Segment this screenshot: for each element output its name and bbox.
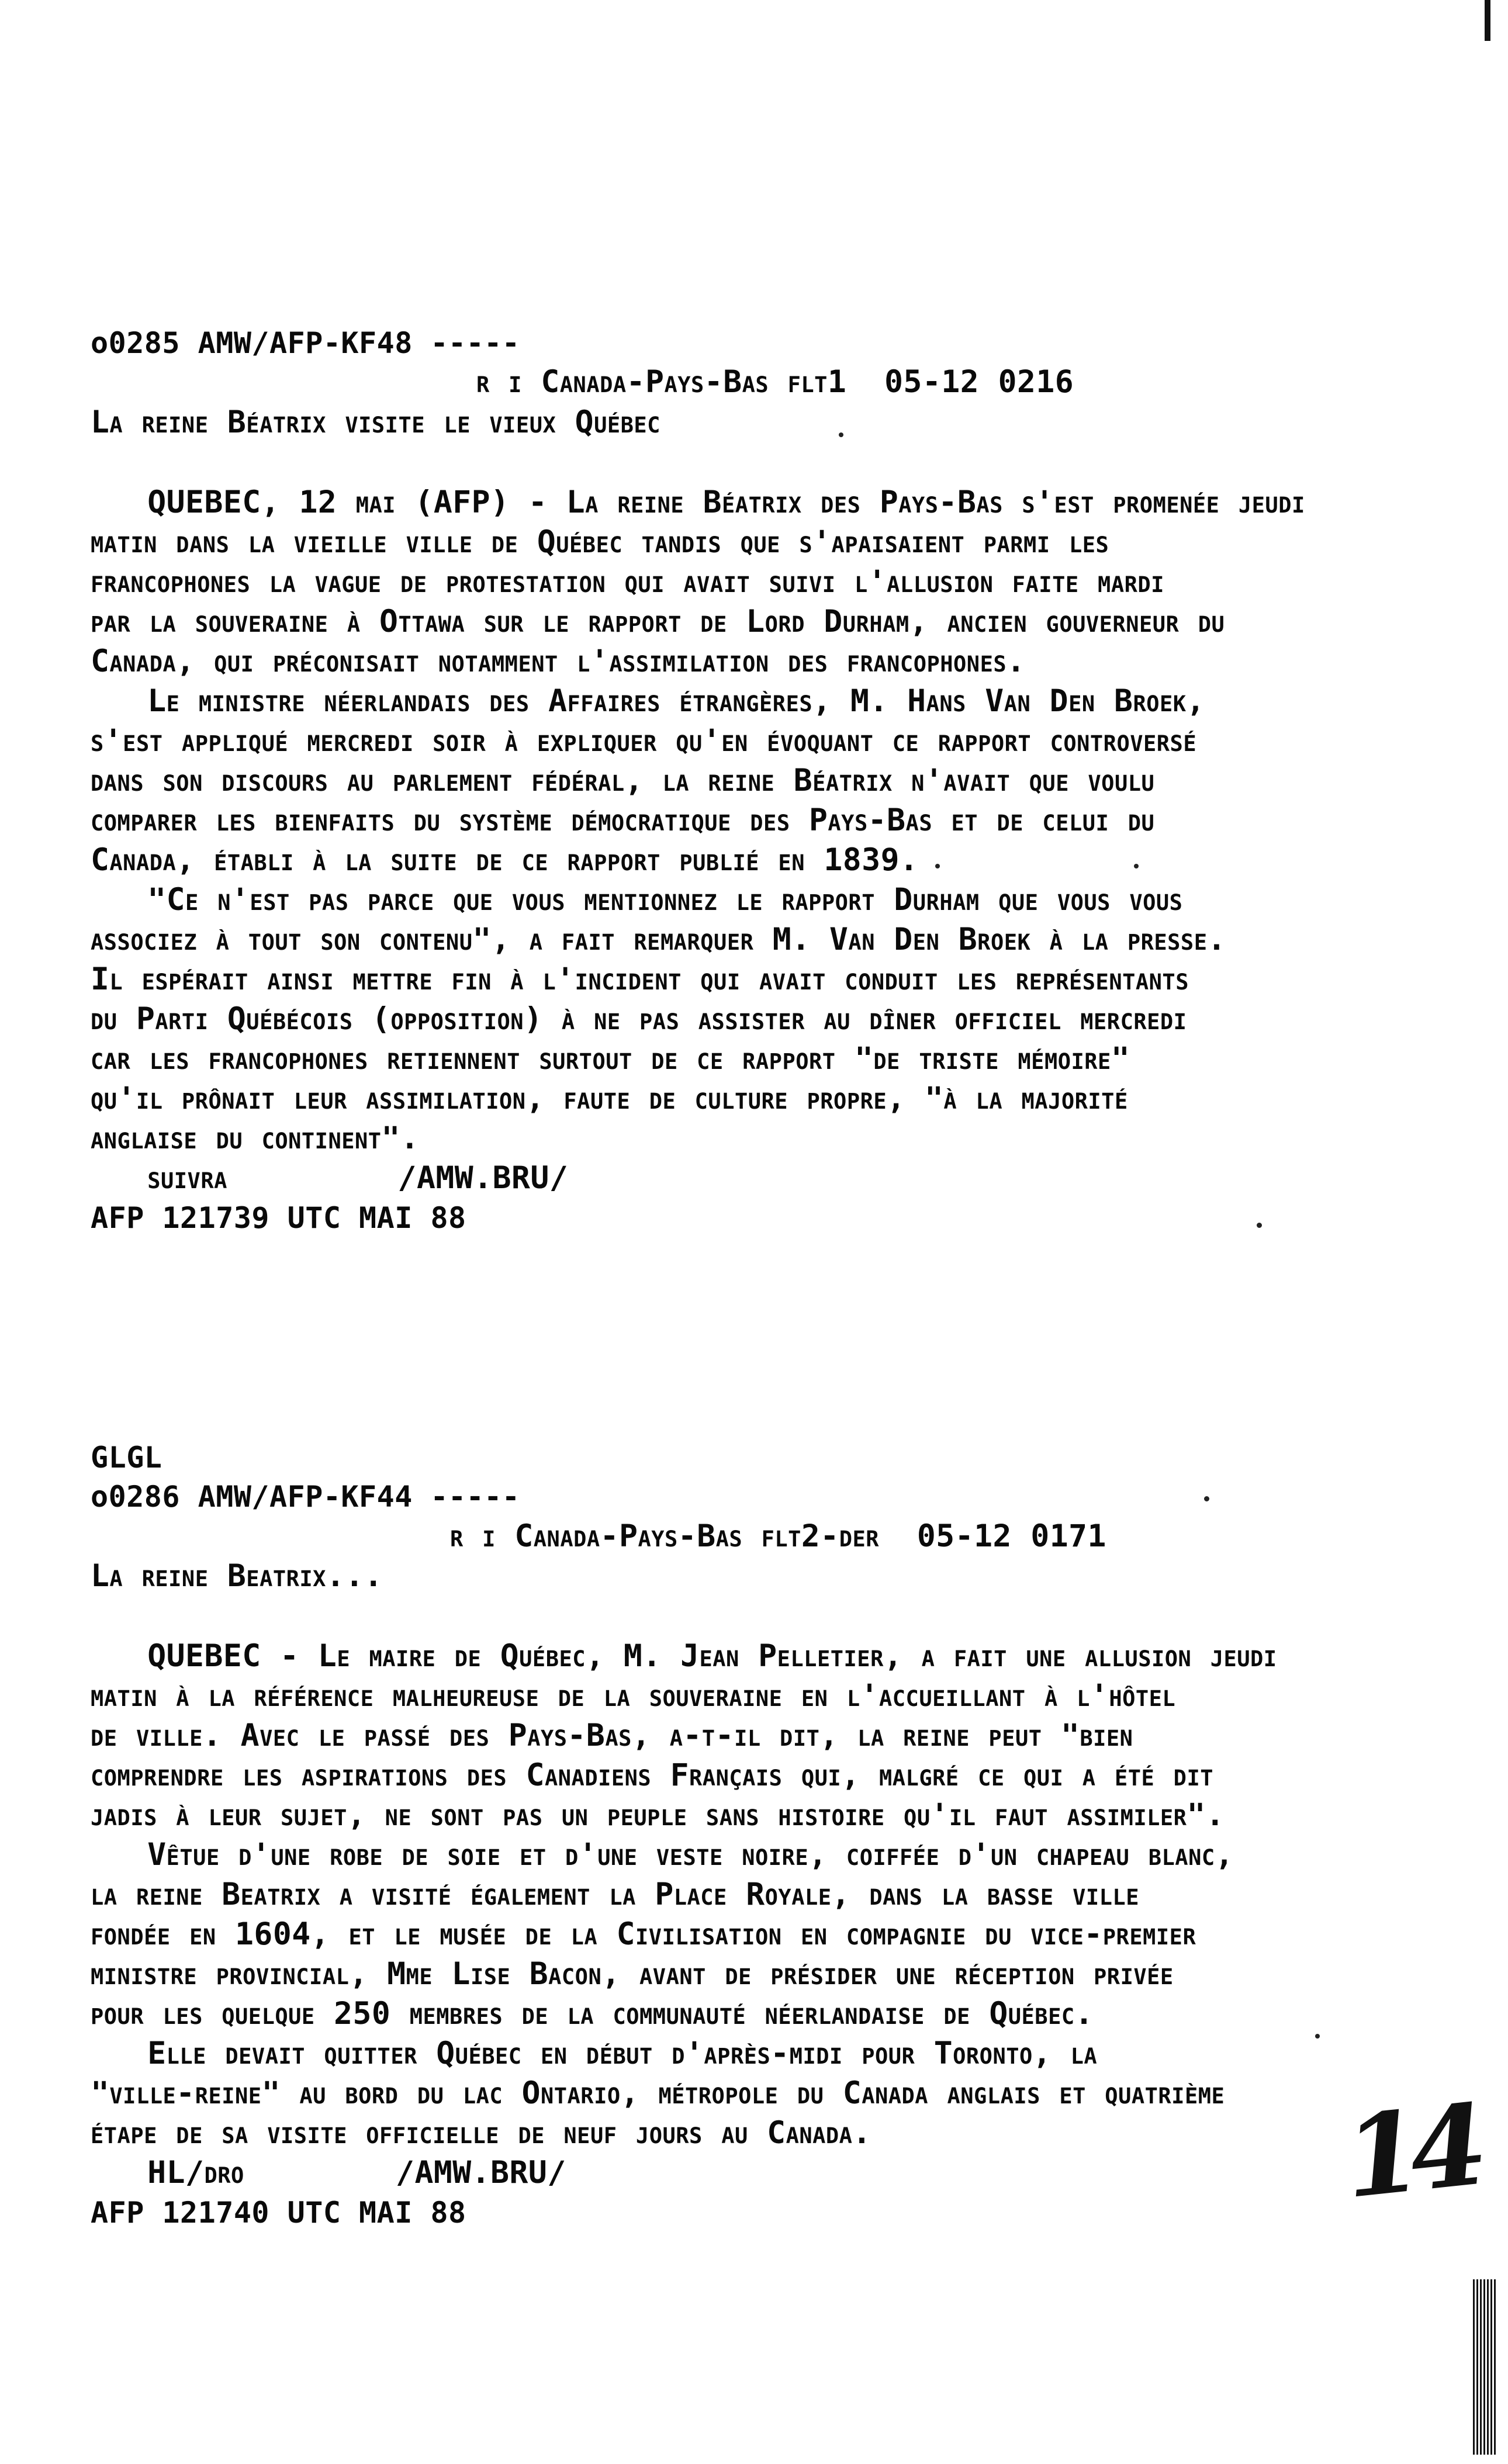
- dispatch1-headline: La reine Béatrix visite le vieux Québec: [91, 404, 660, 440]
- dispatch2-headline: La reine Beatrix...: [91, 1558, 383, 1594]
- dispatch1-line-8: dans son discours au parlement fédéral, la reine Béatrix n'avait que voulu: [91, 763, 1155, 798]
- dispatch1-line-12: associez à tout son contenu", a fait remarquer M. Van Den Broek à la presse.: [91, 922, 1226, 957]
- dispatch2-line-4: comprendre les aspirations des Canadiens Français qui, malgré ce qui a été dit: [91, 1757, 1214, 1793]
- dispatch1-line-1: QUEBEC, 12 mai (AFP) - La reine Béatrix des Pays-Bas s'est promenée jeudi: [91, 485, 1305, 520]
- dispatch1-line-11: "Ce n'est pas parce que vous mentionnez le rapport Durham que vous vous: [91, 882, 1183, 918]
- scan-edge-noise-bottom: [1473, 2279, 1496, 2455]
- dispatch2-line-10: pour les quelque 250 membres de la communauté néerlandaise de Québec.: [91, 1996, 1094, 2032]
- dispatch2-line-3: de ville. Avec le passé des Pays-Bas, a-t-il dit, la reine peut "bien: [91, 1718, 1133, 1753]
- dispatch1-line-13: Il espérait ainsi mettre fin à l'incident qui avait conduit les représentants: [91, 961, 1189, 997]
- dispatch1-id-line: o0285 AMW/AFP-KF48 -----: [91, 326, 520, 360]
- dispatch2-footer: AFP 121740 UTC MAI 88: [91, 2196, 466, 2230]
- dispatch2-line-5: jadis à leur sujet, ne sont pas un peuple sans histoire qu'il faut assimiler".: [91, 1797, 1225, 1833]
- dispatch2-line-1: QUEBEC - Le maire de Québec, M. Jean Pelletier, a fait une allusion jeudi: [91, 1638, 1277, 1674]
- dispatch2-line-9: ministre provincial, Mme Lise Bacon, avant de présider une réception privée: [91, 1956, 1174, 1992]
- dispatch1-line-17: anglaise du continent".: [91, 1120, 420, 1156]
- scan-edge-mark-top: [1485, 0, 1490, 41]
- dispatch1-footer: AFP 121739 UTC MAI 88: [91, 1201, 466, 1235]
- dispatch1-line-14: du Parti Québécois (opposition) à ne pas assister au dîner officiel mercredi: [91, 1001, 1187, 1037]
- dispatch1-line-16: qu'il prônait leur assimilation, faute de culture propre, "à la majorité: [91, 1081, 1128, 1116]
- dispatch1-line-9: comparer les bienfaits du système démocratique des Pays-Bas et de celui du: [91, 802, 1155, 838]
- dispatch2-id-line: o0286 AMW/AFP-KF44 -----: [91, 1480, 520, 1514]
- scan-dot: [839, 432, 843, 437]
- dispatch2-line-11: Elle devait quitter Québec en début d'après-midi pour Toronto, la: [91, 2036, 1098, 2071]
- dispatch2-line-7: la reine Beatrix a visité également la Place Royale, dans la basse ville: [91, 1877, 1139, 1912]
- dispatch2-line-8: fondée en 1604, et le musée de la Civilisation en compagnie du vice-premier: [91, 1916, 1196, 1952]
- dispatch1-line-15: car les francophones retiennent surtout de ce rapport "de triste mémoire": [91, 1041, 1130, 1077]
- dispatch1-routing: r i Canada-Pays-Bas flt1 05-12 0216: [476, 364, 1074, 400]
- dispatch1-line-3: francophones la vague de protestation qui avait suivi l'allusion faite mardi: [91, 564, 1164, 600]
- scan-dot: [1134, 864, 1139, 868]
- dispatch1-line-4: par la souveraine à Ottawa sur le rapport de Lord Durham, ancien gouverneur du: [91, 604, 1225, 639]
- dispatch2-separator: GLGL: [91, 1441, 162, 1475]
- dispatch1-signoff: suivra /AMW.BRU/: [91, 1160, 569, 1196]
- dispatch2-routing: r i Canada-Pays-Bas flt2-der 05-12 0171: [450, 1518, 1106, 1554]
- scan-dot: [1315, 2034, 1320, 2039]
- dispatch2-signoff: HL/dro /AMW.BRU/: [91, 2155, 566, 2190]
- handwritten-page-number: 14: [1337, 2079, 1482, 2224]
- dispatch1-line-5: Canada, qui préconisait notamment l'assimilation des francophones.: [91, 643, 1026, 679]
- dispatch2-line-12: "ville-reine" au bord du lac Ontario, métropole du Canada anglais et quatrième: [91, 2075, 1225, 2111]
- dispatch1-line-2: matin dans la vieille ville de Québec tandis que s'apaisaient parmi les: [91, 524, 1109, 560]
- dispatch2-line-6: Vêtue d'une robe de soie et d'une veste noire, coiffée d'un chapeau blanc,: [91, 1837, 1234, 1873]
- scan-dot: [1204, 1496, 1209, 1501]
- dispatch2-line-2: matin à la référence malheureuse de la souveraine en l'accueillant à l'hôtel: [91, 1678, 1176, 1714]
- dispatch1-line-7: s'est appliqué mercredi soir à expliquer qu'en évoquant ce rapport controversé: [91, 723, 1197, 759]
- dispatch1-line-6: Le ministre néerlandais des Affaires étrangères, M. Hans Van Den Broek,: [91, 683, 1205, 719]
- dispatch2-line-13: étape de sa visite officielle de neuf jours au Canada.: [91, 2115, 871, 2151]
- scan-dot: [1257, 1223, 1262, 1228]
- dispatch1-line-10: Canada, établi à la suite de ce rapport publié en 1839.: [91, 842, 919, 878]
- scan-dot: [935, 864, 940, 868]
